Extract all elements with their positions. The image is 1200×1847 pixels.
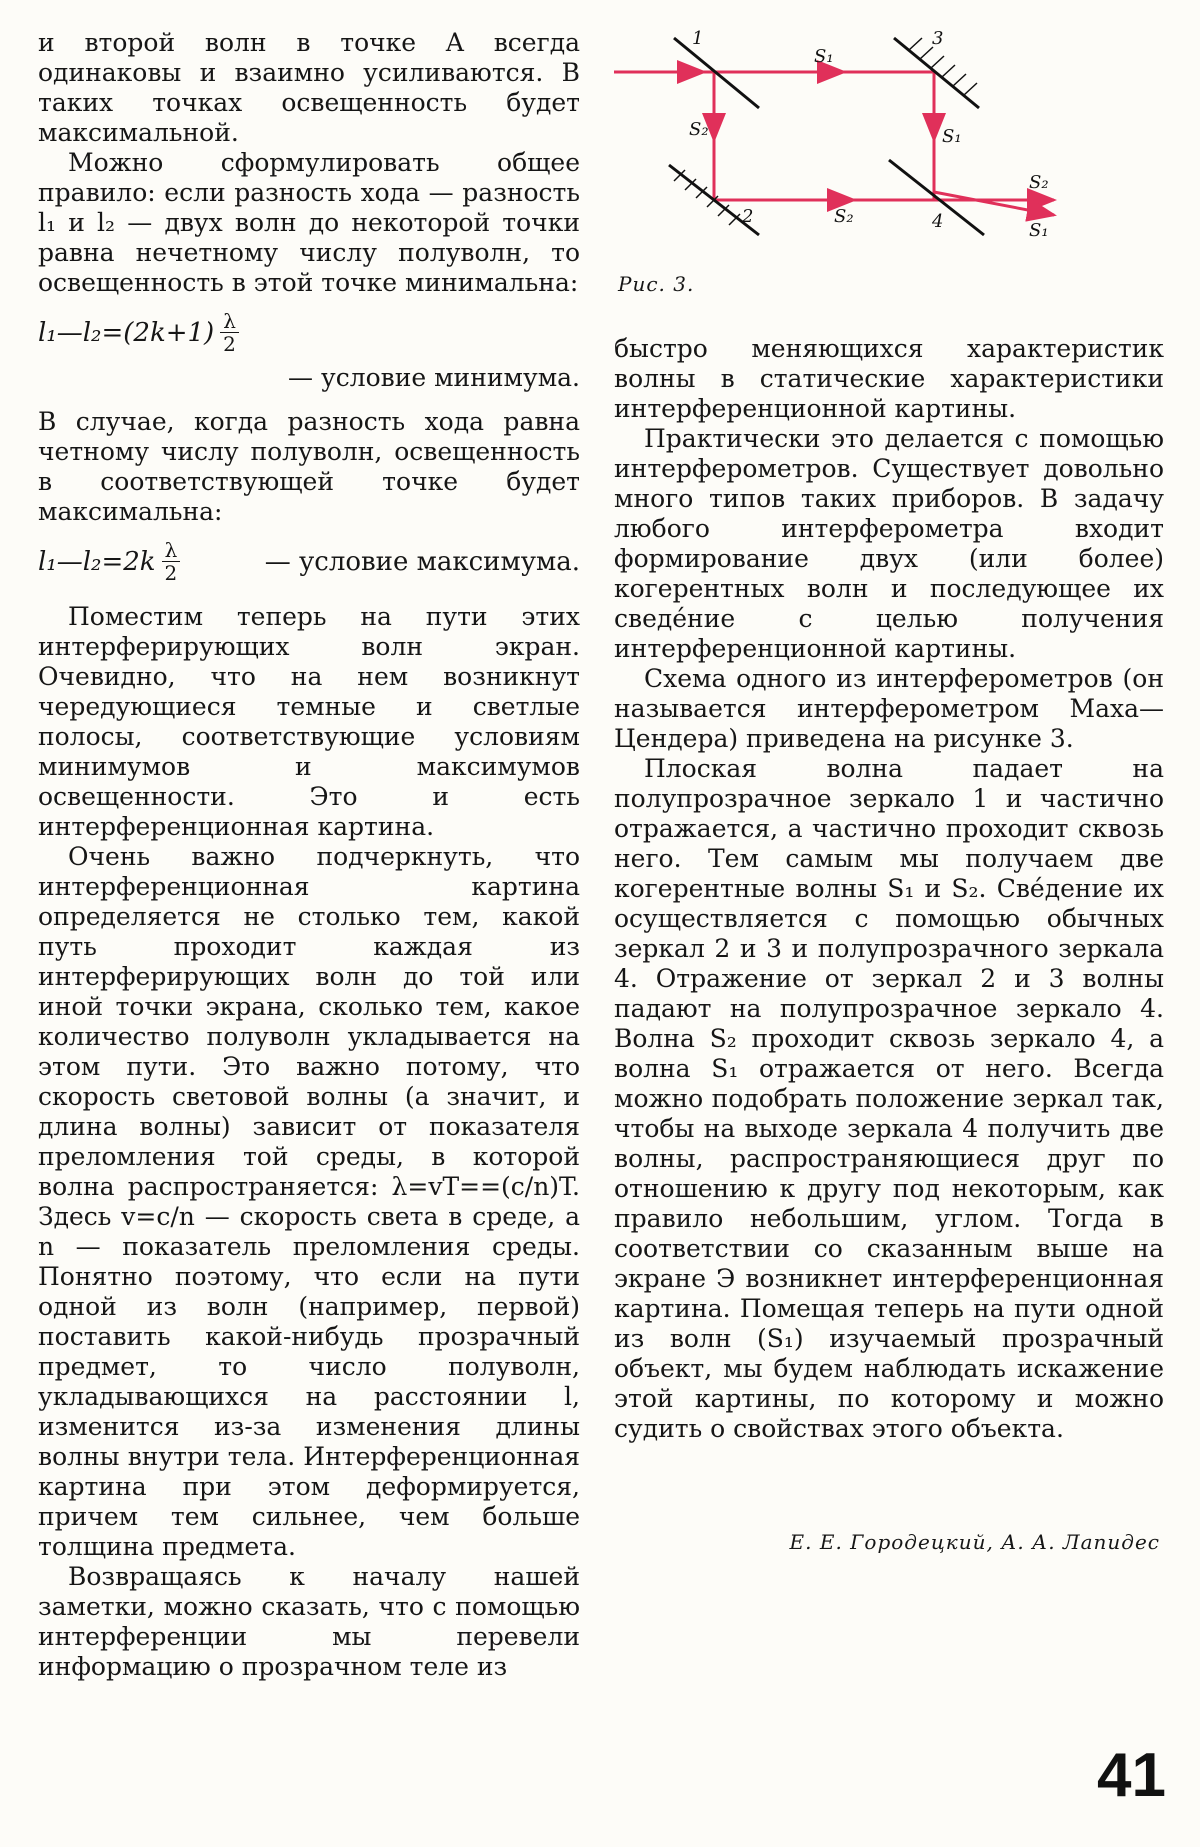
wave-label: S₂ xyxy=(834,206,854,227)
wave-label: S₂ xyxy=(689,119,709,140)
beams xyxy=(614,72,1054,215)
author-signature: Е. Е. Городецкий, А. А. Лапидес xyxy=(789,1530,1160,1554)
figure-caption: Рис. 3. xyxy=(618,272,695,296)
left-column xyxy=(38,28,580,1682)
mirror-label: 1 xyxy=(692,30,704,49)
fraction xyxy=(220,310,239,355)
formula-lhs: l₁—l₂=(2k+1) xyxy=(38,317,215,348)
wave-label: S₁ xyxy=(1029,220,1049,241)
mirror-label: 4 xyxy=(932,211,944,232)
paragraph: Очень важно подчеркнуть, что интерференционная картина определяется не столько тем, какой путь проходит каждая из интерферирующих волн до той или иной точки экрана, сколько тем, какое количество полуволн укладывается на этом пути. Это важно потому, что скорость световой волны (а значит, и длина волны) зависит от показателя преломления той среды, в которой волна распространяется: λ=vT==(c/n)T. Здесь v=c/n — скорость света в среде, а n — показатель преломления среды. Понятно поэтому, что если на пути одной из волн (например, первой) поставить какой-нибудь прозрачный предмет, то число полуволн, укладывающихся на расстоянии l, изменится из-за изменения длины волны внутри тела. Интерференционная картина при этом деформируется, причем тем сильнее, чем больше толщина предмета. xyxy=(38,842,580,1561)
paragraph: Схема одного из интерферометров (он называется интерферометром Маха—Цендера) приведена на рисунке 3. xyxy=(614,664,1164,753)
wave-label: S₂ xyxy=(1029,172,1049,193)
fraction-numerator: λ xyxy=(220,310,239,333)
formula-minimum xyxy=(38,310,580,355)
paragraph: Плоская волна падает на полупрозрачное зеркало 1 и частично отражается, а частично проходит сквозь него. Тем самым мы получаем две когерентные волны S₁ и S₂. Све́дение их осуществляется с помощью обычных зеркал 2 и 3 и полупрозрачного зеркала 4. Отражение от зеркал 2 и 3 волны падают на полупрозрачное зеркало 4. Волна S₂ проходит сквозь зеркало 4, а волна S₁ отражается от него. Всегда можно подобрать положение зеркал так, чтобы на выходе зеркала 4 получить две волны, распространяющиеся друг по отношению к другу под некоторым, как правило небольшим, углом. Тогда в соответствии со сказанным выше на экране Э возникнет интерференционная картина. Помещая теперь на пути одной из волн (S₁) изучаемый прозрачный объект, мы будем наблюдать искажение этой картины, по которому и можно судить о свойствах этого объекта. xyxy=(614,754,1164,1443)
paragraph: Практически это делается с помощью интерферометров. Существует довольно много типов таких приборов. В задачу любого интерферометра входит формирование двух (или более) когерентных волн и последующее их сведе́ние с целью получения интерференционной картины. xyxy=(614,424,1164,663)
mirror-label: 3 xyxy=(932,30,944,49)
page-number: 41 xyxy=(1097,1741,1166,1810)
formula-lhs: l₁—l₂=2k xyxy=(38,546,156,577)
paragraph: быстро меняющихся характеристик волны в статические характеристики интерференционной картины. xyxy=(614,334,1164,423)
wave-label: S₁ xyxy=(814,46,834,67)
paragraph: Поместим теперь на пути этих интерферирующих волн экран. Очевидно, что на нем возникнут чередующиеся темные и светлые полосы, соответствующие условиям минимумов и максимумов освещенности. Это и есть интерференционная картина. xyxy=(38,602,580,841)
formula-maximum xyxy=(38,539,580,584)
mach-zehnder-diagram xyxy=(614,30,1174,300)
paragraph: Возвращаясь к началу нашей заметки, можно сказать, что с помощью интерференции мы перевели информацию о прозрачном теле из xyxy=(38,1562,580,1681)
interferometer-figure xyxy=(614,30,1174,300)
fraction-denominator: 2 xyxy=(164,561,178,585)
paragraph: и второй волн в точке A всегда одинаковы и взаимно усиливаются. В таких точках освещенность будет максимальной. xyxy=(38,28,580,147)
mirror-label: 2 xyxy=(742,206,754,227)
fraction xyxy=(162,539,181,584)
paragraph: В случае, когда разность хода равна четному числу полуволн, освещенность в соответствующей точке будет максимальна: xyxy=(38,407,580,526)
right-column xyxy=(614,334,1164,1444)
wave-label: S₁ xyxy=(942,126,962,147)
fraction-denominator: 2 xyxy=(223,332,236,356)
paragraph: Можно сформулировать общее правило: если разность хода — разность l₁ и l₂ — двух волн до некоторой точки равна нечетному числу полуволн, то освещенность в этой точке минимальна: xyxy=(38,148,580,297)
condition-maximum-label: — условие максимума. xyxy=(264,546,580,577)
fraction-numerator: λ xyxy=(162,539,181,562)
condition-minimum-label: — условие минимума. xyxy=(288,363,580,392)
